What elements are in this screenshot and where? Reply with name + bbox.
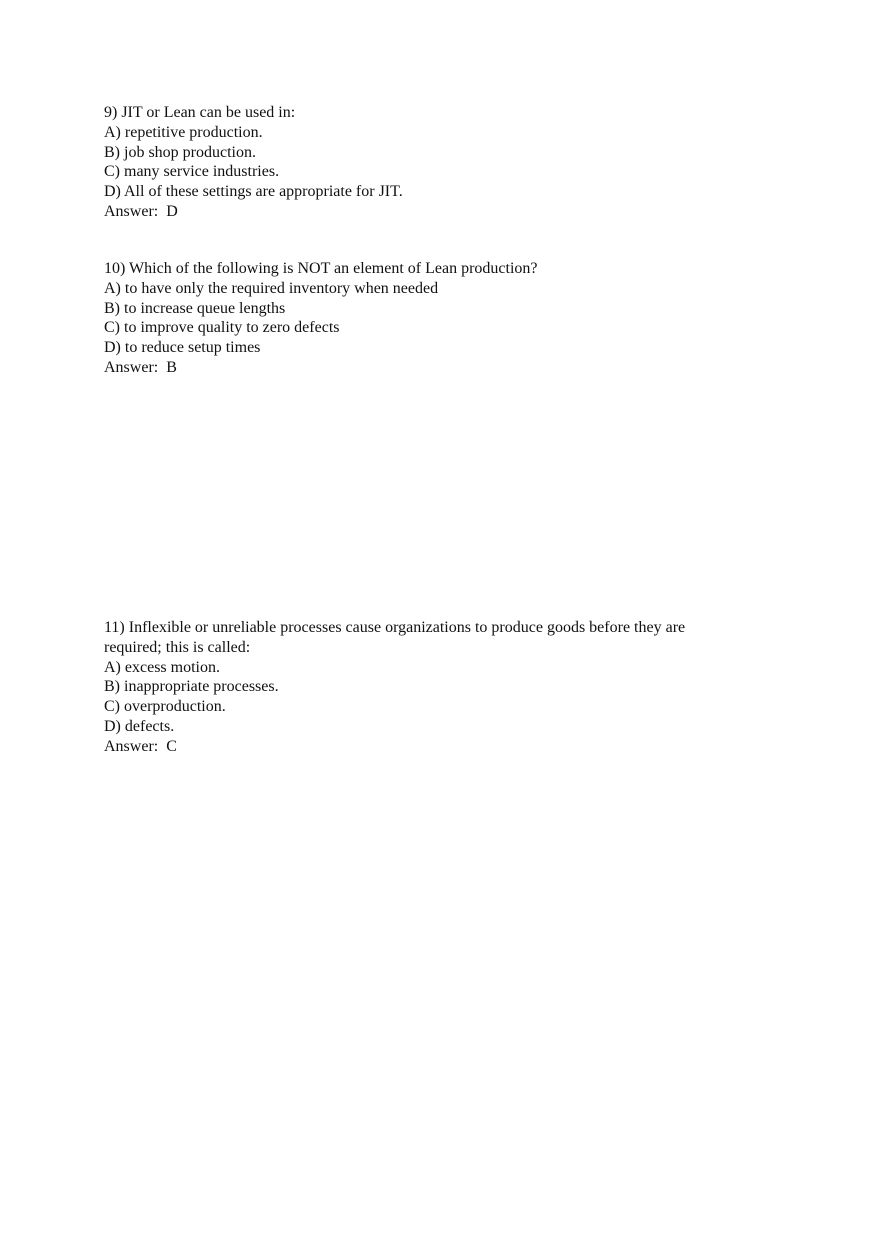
question-stem: 9) JIT or Lean can be used in: xyxy=(104,104,296,121)
option-d: D) All of these settings are appropriate for JIT. xyxy=(104,183,403,201)
question-stem-line-2: required; this is called: xyxy=(104,638,251,656)
question-9 xyxy=(104,103,784,222)
option-c: C) many service industries. xyxy=(104,163,280,181)
option-a: A) repetitive production. xyxy=(104,123,263,141)
question-stem: 10) Which of the following is NOT an element of Lean production? xyxy=(104,260,538,277)
option-a: A) excess motion. xyxy=(104,658,220,676)
option-b: B) job shop production. xyxy=(104,143,256,161)
option-c: C) to improve quality to zero defects xyxy=(104,319,340,337)
option-d: D) to reduce setup times xyxy=(104,339,261,357)
option-a: A) to have only the required inventory when needed xyxy=(104,279,439,297)
option-d: D) defects. xyxy=(104,717,175,735)
option-c: C) overproduction. xyxy=(104,698,226,716)
answer-line: Answer: B xyxy=(104,358,177,376)
question-10 xyxy=(104,259,784,378)
answer-line: Answer: D xyxy=(104,202,178,220)
answer-line: Answer: C xyxy=(104,737,177,755)
option-b: B) inappropriate processes. xyxy=(104,678,279,696)
question-11 xyxy=(104,618,784,757)
option-b: B) to increase queue lengths xyxy=(104,299,286,317)
question-stem-line-1: 11) Inflexible or unreliable processes cause organizations to produce goods before they are xyxy=(104,619,686,636)
